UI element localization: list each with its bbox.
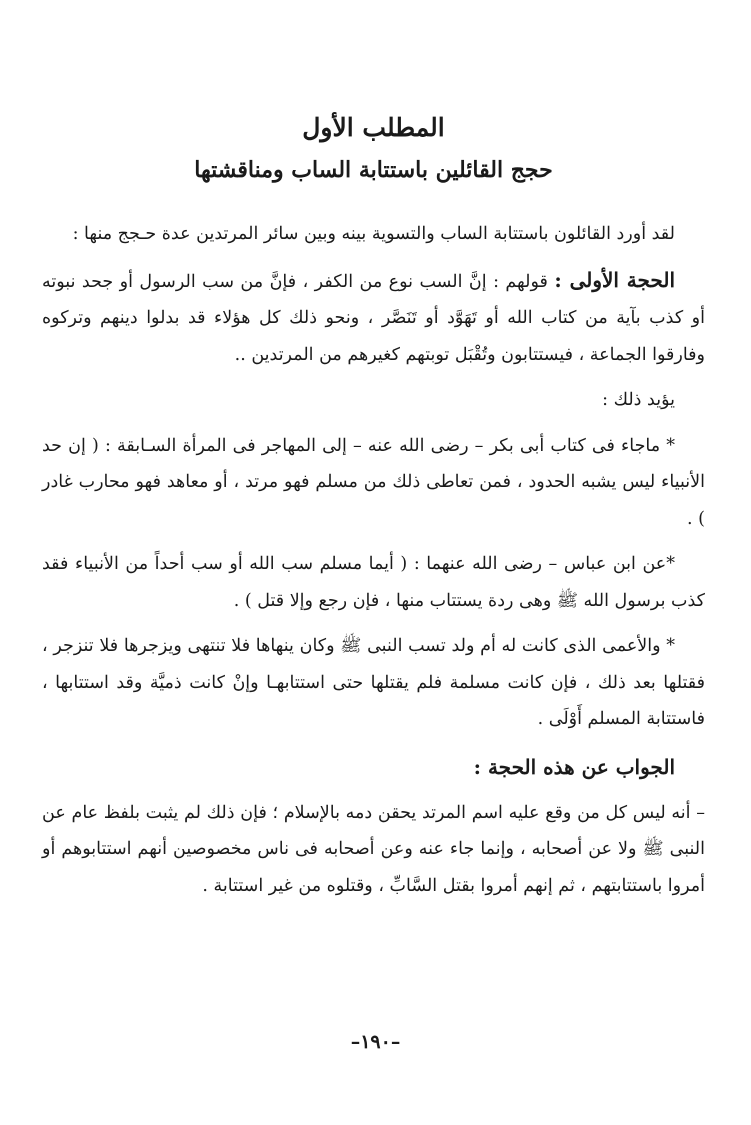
answer-paragraph: – أنه ليس كل من وقع عليه اسم المرتد يحقن دمه بالإسلام ؛ فإن ذلك لم يثبت بلفظ عام عن النبى ﷺ ولا عن أصحابه ، وإنما جاء عنه وعن أصحابه فى ناس مخصوصين أنهم استتابوهم أو أمروا باستتابتهم ، ثم إنهم أمروا بقتل السَّابِّ ، وقتلوه من غير استتابة .: [42, 802, 706, 896]
first-argument-text: قولهم : إنَّ السب نوع من الكفر ، فإنَّ من سب الرسول أو جحد نبوته أو كذب بآية من كتاب الله أو تَهَوَّد أو تَنَصَّر ، ونحو ذلك كل هؤلاء قد بدلوا دينهم وتركوه وفارقوا الجماعة ، فيستتابون وتُقْبَل توبتهم كغيرهم من المرتدين ..: [42, 271, 705, 365]
first-argument-paragraph: [42, 262, 705, 374]
section-title: حجج القائلين باستتابة الساب ومناقشتها: [194, 157, 553, 183]
supported-by-line: يؤيد ذلك :: [602, 390, 675, 410]
evidence-item-ibn-abbas: *عن ابن عباس – رضى الله عنهما : ( أيما مسلم سب الله أو سب أحداً من الأنبياء فقد كذب برسول الله ﷺ وهى ردة يستتاب منها ، فإن رجع وإلا قتل ) .: [42, 554, 705, 611]
intro-paragraph: لقد أورد القائلون باستتابة الساب والتسوية بينه وبين سائر المرتدين عدة حـجج منها :: [72, 224, 675, 244]
chapter-title: المطلب الأول: [302, 113, 445, 142]
evidence-item-abu-bakr: * ماجاء فى كتاب أبى بكر – رضى الله عنه – إلى المهاجر فى المرأة السـابقة : ( إن حد الأنبياء ليس يشبه الحدود ، فمن تعاطى ذلك من مسلم فهو مرتد ، أو معاهد فهو محارب غادر ) .: [42, 435, 705, 529]
answer-heading: الجواب عن هذه الحجة :: [473, 754, 675, 779]
first-argument-lead: الحجة الأولى :: [554, 267, 675, 292]
evidence-item-blind-man: * والأعمى الذى كانت له أم ولد تسب النبى ﷺ وكان ينهاها فلا تنتهى ويزجرها فلا تنزجر ، فقتلها بعد ذلك ، فإن كانت مسلمة فلم يقتلها حتى استتابهـا وإنْ كانت ذميَّة وقد استتابها ، فاستتابة المسلم أَوْلَى .: [42, 636, 705, 729]
page-number: –١٩٠–: [350, 1031, 401, 1053]
